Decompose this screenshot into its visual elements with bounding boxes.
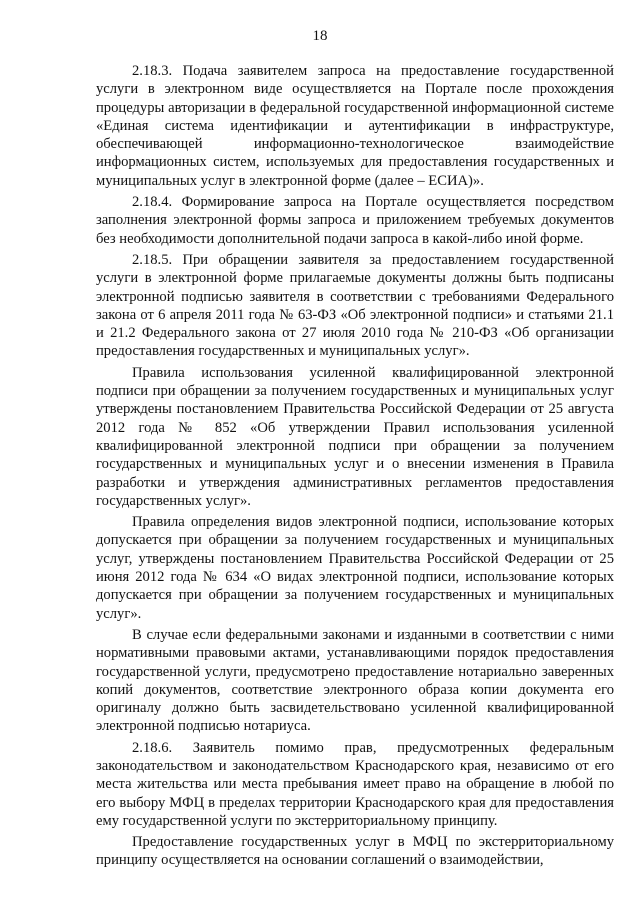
paragraph-extraterritorial: Предоставление государственных услуг в МФЦ по экстерриториальному принципу осуществляется на основании соглашений о взаимодействии, [96,834,614,869]
paragraph-2-18-6: 2.18.6. Заявитель помимо прав, предусмотренных федеральным законодательством и законодательством Краснодарского края, независимо от его места жительства или места пребывания имеет право на обращение в любой по его выбору МФЦ в пределах территории Краснодарского края для предоставления ему государственной услуги по экстерриториальному принципу. [96,739,614,829]
paragraph-2-18-4: 2.18.4. Формирование запроса на Портале осуществляется посредством заполнения электронной формы запроса и приложением требуемых документов без необходимости дополнительной подачи запроса в какой-либо иной форме. [96,194,614,247]
paragraph-2-18-5: 2.18.5. При обращении заявителя за предоставлением государственной услуги в электронной форме прилагаемые документы должны быть подписаны электронной подписью заявителя в соответствии с требованиями Федерального закона от 6 апреля 2011 года № 63-ФЗ «Об электронной подписи» и статьями 21.1 и 21.2 Федерального закона от 27 июля 2010 года № 210-ФЗ «Об организации предоставления государственных и муниципальных услуг». [96,251,614,360]
paragraph-notarial-copies: В случае если федеральными законами и изданными в соответствии с ними нормативными правовыми актами, устанавливающими порядок предоставления государственной услуги, предусмотрено предоставление нотариально заверенных копий документов, соответствие электронного образа копии документа его оригиналу должно быть засвидетельствовано усиленной квалифицированной электронной подписью нотариуса. [96,626,614,735]
document-body [96,62,614,873]
page-number: 18 [312,28,328,44]
paragraph-signature-types: Правила определения видов электронной подписи, использование которых допускается при обращении за получением государственных и муниципальных услуг, утверждены постановлением Правительства Российской Федерации от 25 июня 2012 года № 634 «О видах электронной подписи, использование которых допускается при обращении за получением государственных и муниципальных услуг». [96,514,614,622]
paragraph-signature-rules: Правила использования усиленной квалифицированной электронной подписи при обращении за получением государственных и муниципальных услуг утверждены постановлением Правительства Российской Федерации от 25 августа 2012 года № 852 «Об утверждении Правил использования усиленной квалифицированной электронной подписи при обращении за получением государственных и муниципальных услуг и о внесении изменения в Правила разработки и утверждения административных регламентов предоставления государственных услуг». [96,364,614,509]
paragraph-2-18-3: 2.18.3. Подача заявителем запроса на предоставление государственной услуги в электронном виде осуществляется на Портале после прохождения процедуры авторизации в федеральной государственной информационной системе «Единая система идентификации и аутентификации в инфраструктуре, обеспечивающей информационно-технологическое взаимодействие информационных систем, используемых для предоставления государственных и муниципальных услуг в электронной форме (далее – ЕСИА)». [96,63,614,189]
